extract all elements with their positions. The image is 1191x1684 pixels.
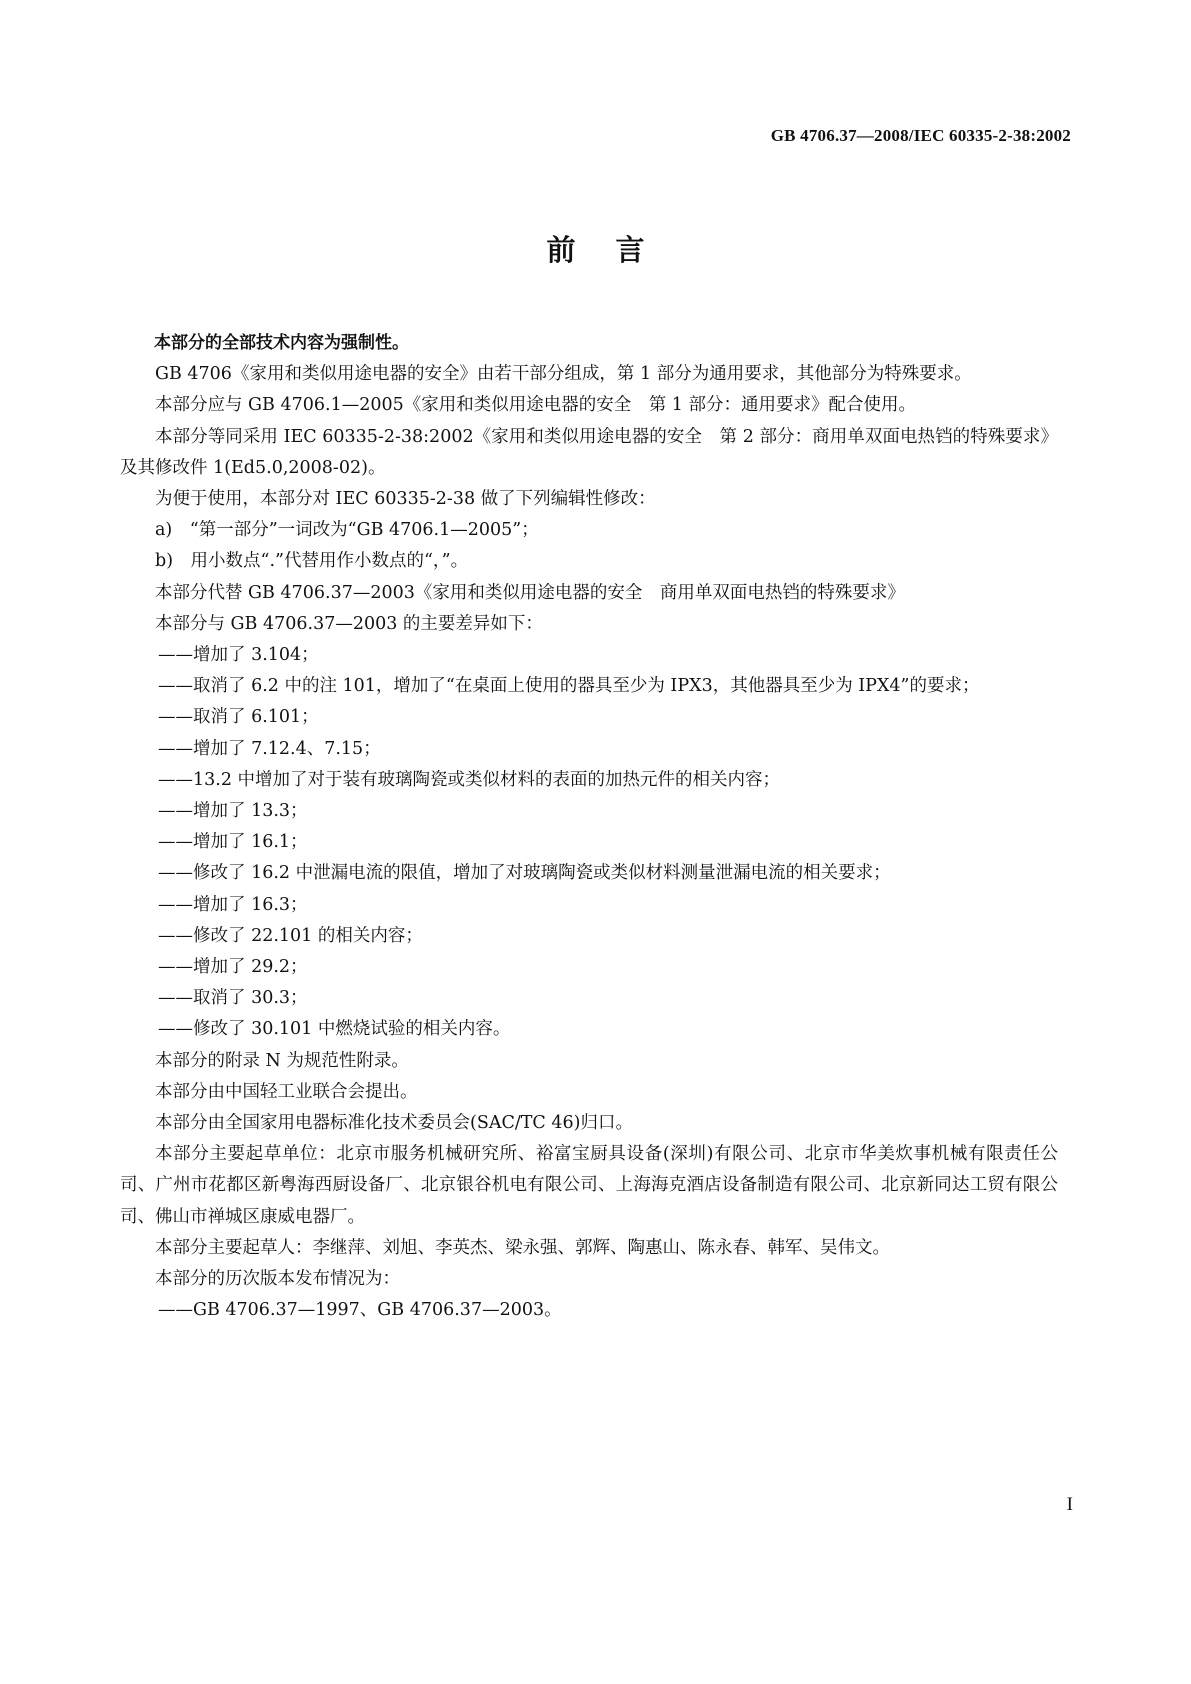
paragraph-replaces: 本部分代替 GB 4706.37—2003《家用和类似用途电器的安全 商用单双面电热铛的特殊要求》: [155, 582, 905, 603]
list-item: [120, 1295, 1058, 1326]
difference-text: 修改了 16.2 中泄漏电流的限值，增加了对玻璃陶瓷或类似材料测量泄漏电流的相关要求；: [193, 863, 891, 884]
page-number: I: [1066, 1494, 1073, 1515]
difference-text: 增加了 3.104；: [193, 645, 319, 666]
dash-mark: ——: [158, 925, 193, 946]
paragraph-adoption: 本部分等同采用 IEC 60335-2-38:2002《家用和类似用途电器的安全 第 2 部分：商用单双面电热铛的特殊要求》及其修改件 1(Ed5.0,2008-02)。: [120, 426, 1058, 478]
difference-text: 13.2 中增加了对于装有玻璃陶瓷或类似材料的表面的加热元件的相关内容；: [193, 769, 781, 790]
dash-mark: ——: [158, 738, 193, 759]
dash-mark: ——: [158, 988, 193, 1009]
list-item: [120, 890, 1058, 921]
dash-mark: ——: [158, 832, 193, 853]
list-item: [120, 921, 1058, 952]
difference-text: 增加了 16.3；: [193, 894, 308, 915]
difference-text: 增加了 13.3；: [193, 801, 308, 822]
dash-mark: ——: [158, 1300, 193, 1321]
paragraph-annex: 本部分的附录 N 为规范性附录。: [155, 1050, 409, 1071]
page-title: 前言: [546, 233, 685, 267]
history-text: GB 4706.37—1997、GB 4706.37—2003。: [193, 1300, 562, 1321]
list-item: [120, 983, 1058, 1014]
dash-mark: ——: [158, 801, 193, 822]
difference-text: 取消了 6.101；: [193, 707, 319, 728]
paragraph-drafting-units: 本部分主要起草单位：北京市服务机械研究所、裕富宝厨具设备(深圳)有限公司、北京市华美炊事机械有限责任公司、广州市花都区新粤海西厨设备厂、北京银谷机电有限公司、上海海克酒店设备制造有限公司、北京新同达工贸有限公司、佛山市禅城区康威电器厂。: [120, 1144, 1058, 1227]
difference-text: 取消了 30.3；: [193, 988, 308, 1009]
difference-text: 增加了 7.12.4、7.15；: [193, 738, 381, 759]
list-item: [120, 952, 1058, 983]
list-item: [120, 702, 1058, 733]
foreword-body: [120, 328, 1058, 1327]
paragraph-series: GB 4706《家用和类似用途电器的安全》由若干部分组成，第 1 部分为通用要求，其他部分为特殊要求。: [155, 364, 972, 385]
paragraph-usage: 本部分应与 GB 4706.1—2005《家用和类似用途电器的安全 第 1 部分：通用要求》配合使用。: [155, 395, 916, 416]
list-item: [120, 796, 1058, 827]
dash-mark: ——: [158, 1019, 193, 1040]
list-item: [120, 858, 1058, 889]
list-item: [120, 827, 1058, 858]
dash-mark: ——: [158, 769, 193, 790]
paragraph-centralized-by: 本部分由全国家用电器标准化技术委员会(SAC/TC 46)归口。: [155, 1113, 633, 1134]
standard-code-header: GB 4706.37—2008/IEC 60335-2-38:2002: [770, 126, 1071, 145]
list-item: [120, 1014, 1058, 1045]
editorial-item-b: b) 用小数点“.”代替用作小数点的“，”。: [155, 551, 469, 572]
dash-mark: ——: [158, 957, 193, 978]
list-item: [120, 765, 1058, 796]
difference-text: 增加了 29.2；: [193, 957, 308, 978]
difference-text: 增加了 16.1；: [193, 832, 308, 853]
mandatory-statement: 本部分的全部技术内容为强制性。: [154, 333, 409, 353]
paragraph-editorial-intro: 为便于使用，本部分对 IEC 60335-2-38 做了下列编辑性修改：: [155, 489, 656, 510]
paragraph-history-intro: 本部分的历次版本发布情况为：: [155, 1269, 400, 1290]
difference-text: 取消了 6.2 中的注 101，增加了“在桌面上使用的器具至少为 IPX3，其他器具至少为 IPX4”的要求；: [193, 676, 980, 697]
paragraph-drafters: 本部分主要起草人：李继萍、刘旭、李英杰、梁永强、郭辉、陶惠山、陈永春、韩军、吴伟文。: [155, 1237, 890, 1258]
list-item: [120, 640, 1058, 671]
dash-mark: ——: [158, 894, 193, 915]
difference-text: 修改了 22.101 的相关内容；: [193, 925, 423, 946]
paragraph-differences-intro: 本部分与 GB 4706.37—2003 的主要差异如下：: [155, 613, 543, 634]
dash-mark: ——: [158, 676, 193, 697]
dash-mark: ——: [158, 645, 193, 666]
list-item: [120, 671, 1058, 702]
difference-text: 修改了 30.101 中燃烧试验的相关内容。: [193, 1019, 511, 1040]
paragraph-proposed-by: 本部分由中国轻工业联合会提出。: [155, 1081, 418, 1102]
dash-mark: ——: [158, 707, 193, 728]
list-item: [120, 734, 1058, 765]
dash-mark: ——: [158, 863, 193, 884]
editorial-item-a: a) “第一部分”一词改为“GB 4706.1—2005”；: [155, 520, 539, 541]
